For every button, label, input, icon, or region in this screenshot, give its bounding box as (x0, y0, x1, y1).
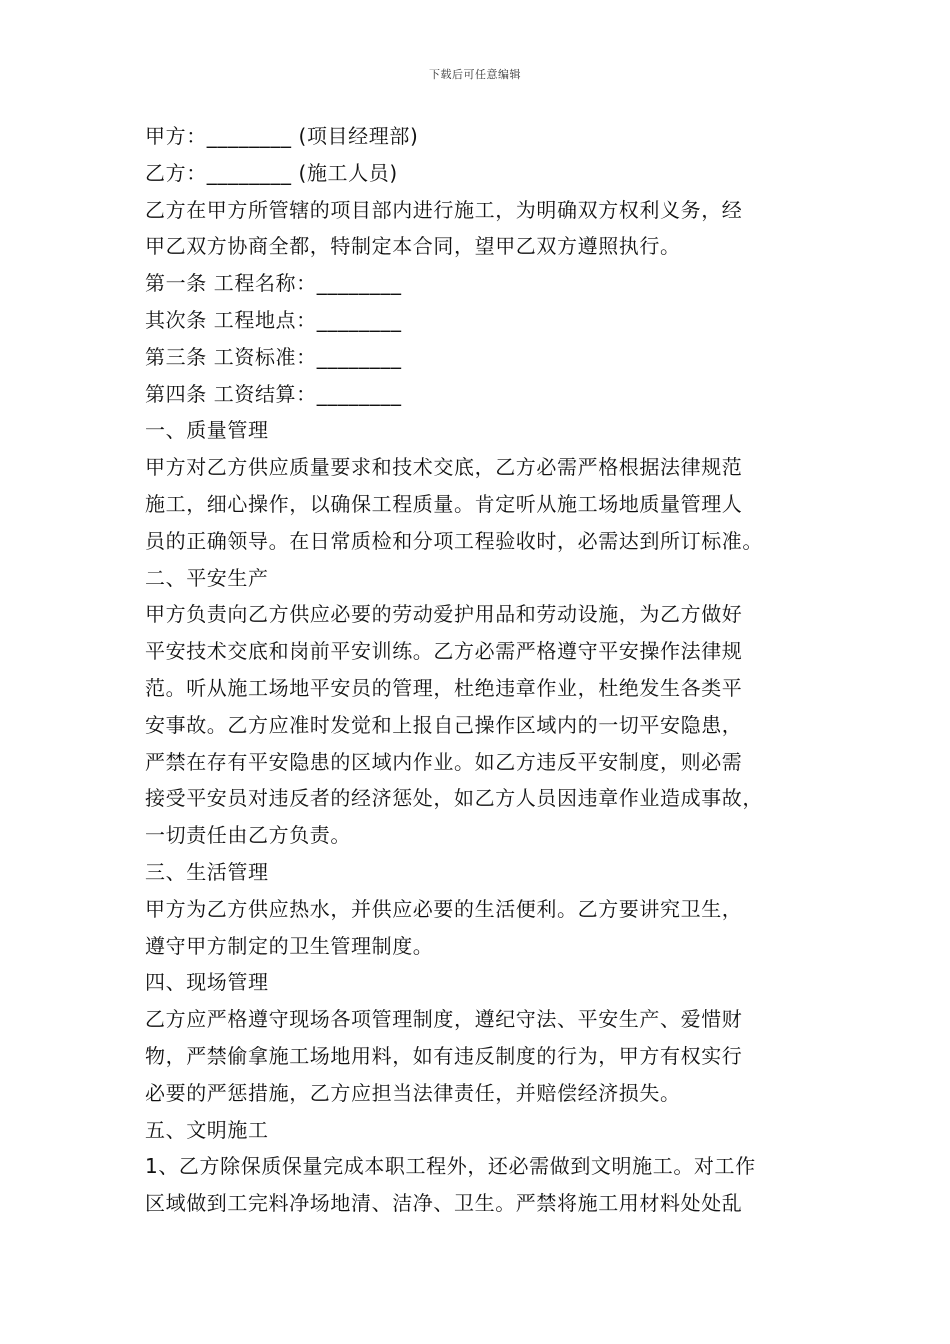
article-4-wage-settlement: 第四条 工资结算：________ (145, 381, 402, 406)
section-heading-quality: 一、质量管理 (145, 418, 269, 443)
party-b-line: 乙方：________ (施工人员) (145, 160, 398, 185)
article-1-project-name: 第一条 工程名称：________ (145, 271, 402, 296)
section-heading-site: 四、现场管理 (145, 970, 269, 995)
section-heading-living: 三、生活管理 (145, 859, 269, 884)
paragraph-line: 1、乙方除保质保量完成本职工程外，还必需做到文明施工。对工作 (145, 1154, 756, 1179)
paragraph-line: 一切责任由乙方负责。 (145, 823, 351, 848)
paragraph-line: 员的正确领导。在日常质检和分项工程验收时，必需达到所订标准。 (145, 528, 763, 553)
paragraph-line: 遵守甲方制定的卫生管理制度。 (145, 933, 434, 958)
intro-line-1: 乙方在甲方所管辖的项目部内进行施工，为明确双方权利义务，经 (145, 197, 743, 222)
party-a-line: 甲方：________ (项目经理部) (145, 124, 419, 148)
article-2-project-location: 其次条 工程地点：________ (145, 307, 402, 332)
paragraph-line: 严禁在存有平安隐患的区域内作业。如乙方违反平安制度，则必需 (145, 749, 743, 774)
intro-line-2: 甲乙双方协商全都，特制定本合同，望甲乙双方遵照执行。 (145, 234, 681, 259)
paragraph-line: 物，严禁偷拿施工场地用料，如有违反制度的行为，甲方有权实行 (145, 1043, 743, 1068)
paragraph-line: 乙方应严格遵守现场各项管理制度，遵纪守法、平安生产、爱惜财 (145, 1007, 743, 1032)
paragraph-line: 必要的严惩措施，乙方应担当法律责任，并赔偿经济损失。 (145, 1080, 681, 1105)
section-heading-civilized: 五、文明施工 (145, 1117, 269, 1142)
contract-body (145, 118, 835, 1222)
paragraph-line: 安事故。乙方应准时发觉和上报自己操作区域内的一切平安隐患， (145, 712, 743, 737)
paragraph-line: 甲方为乙方供应热水，并供应必要的生活便利。乙方要讲究卫生， (145, 896, 743, 921)
paragraph-line: 施工，细心操作，以确保工程质量。肯定听从施工场地质量管理人 (145, 491, 743, 516)
paragraph-line: 接受平安员对违反者的经济惩处，如乙方人员因违章作业造成事故， (145, 786, 763, 811)
paragraph-line: 平安技术交底和岗前平安训练。乙方必需严格遵守平安操作法律规 (145, 639, 743, 664)
article-3-wage-standard: 第三条 工资标准：________ (145, 344, 402, 369)
section-heading-safety: 二、平安生产 (145, 565, 269, 590)
header-note: 下载后可任意编辑 (429, 68, 521, 81)
paragraph-line: 甲方对乙方供应质量要求和技术交底，乙方必需严格根据法律规范 (145, 455, 743, 480)
paragraph-line: 区域做到工完料净场地清、洁净、卫生。严禁将施工用材料处处乱 (145, 1191, 743, 1216)
paragraph-line: 甲方负责向乙方供应必要的劳动爱护用品和劳动设施，为乙方做好 (145, 602, 743, 627)
paragraph-line: 范。听从施工场地平安员的管理，杜绝违章作业，杜绝发生各类平 (145, 675, 743, 700)
